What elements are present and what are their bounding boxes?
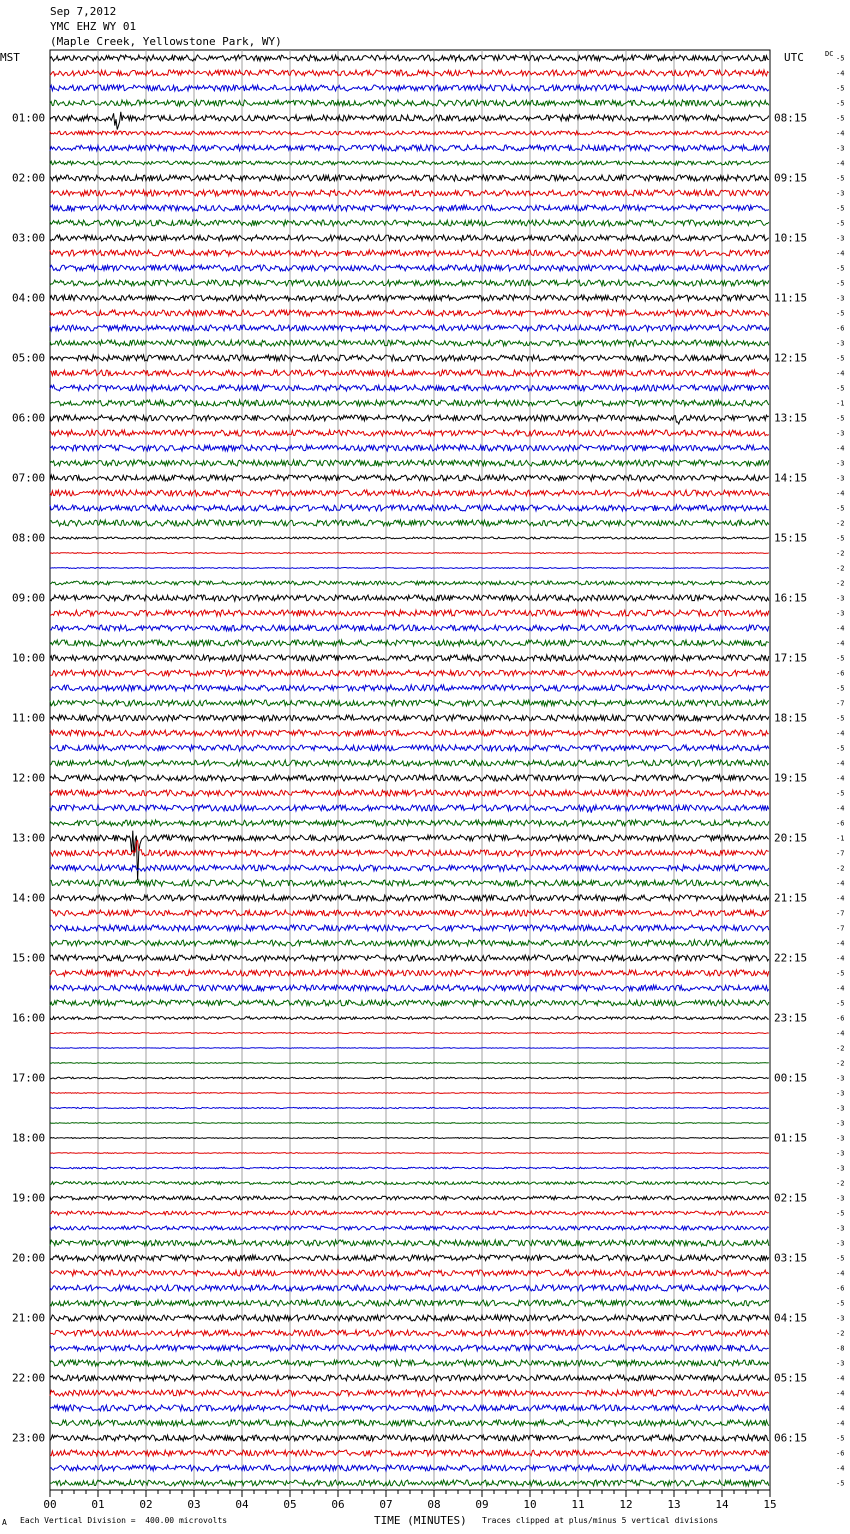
trace-row: [50, 700, 769, 706]
dc-offset-label: -7: [836, 849, 845, 858]
trace-row: [50, 400, 769, 406]
dc-offset-label: -6: [836, 669, 845, 678]
trace-row: [50, 685, 769, 691]
dc-offset-label: -4: [836, 984, 845, 993]
mst-hour-label: 07:00: [12, 471, 46, 485]
trace-row: [50, 475, 769, 481]
x-tick-label: 14: [715, 1498, 729, 1511]
trace-row: [50, 1435, 769, 1441]
trace-row: [50, 1360, 769, 1366]
dc-offset-label: -4: [836, 729, 845, 738]
utc-hour-label: 03:15: [774, 1251, 808, 1265]
x-tick-label: 13: [667, 1498, 681, 1511]
trace-row: [50, 970, 769, 976]
clip-note: Traces clipped at plus/minus 5 vertical divisions: [482, 1516, 719, 1525]
dc-offset-label: -6: [836, 1284, 845, 1293]
x-axis-title: TIME (MINUTES): [374, 1514, 467, 1527]
trace-row: [50, 895, 769, 901]
trace-row: [50, 553, 769, 554]
utc-hour-label: 23:15: [774, 1011, 808, 1025]
dc-offset-label: -5: [836, 684, 845, 693]
trace-row: [50, 205, 769, 211]
trace-row: [50, 1405, 769, 1411]
x-tick-label: 00: [43, 1498, 57, 1511]
scale-mark: A: [2, 1518, 7, 1527]
dc-offset-label: -5: [836, 414, 845, 423]
trace-row: [50, 805, 769, 813]
mst-hour-label: 18:00: [12, 1131, 46, 1145]
x-tick-label: 04: [235, 1498, 249, 1511]
trace-row: [50, 1255, 769, 1261]
dc-offset-label: -2: [836, 579, 845, 588]
dc-offset-label: -6: [836, 1014, 845, 1023]
dc-offset-label: -5: [836, 264, 845, 273]
dc-offset-label: -3: [836, 339, 845, 348]
trace-row: [50, 1211, 769, 1215]
utc-hour-label: 18:15: [774, 711, 808, 725]
utc-hour-label: 04:15: [774, 1311, 808, 1325]
mst-hour-label: 03:00: [12, 231, 46, 245]
mst-hour-label: 12:00: [12, 771, 46, 785]
trace-row: [50, 1285, 769, 1291]
dc-offset-label: -5: [836, 309, 845, 318]
dc-offset-label: -5: [836, 174, 845, 183]
dc-offset-label: -4: [836, 759, 845, 768]
utc-hour-label: 05:15: [774, 1371, 808, 1385]
trace-row: [50, 581, 769, 585]
x-tick-label: 10: [523, 1498, 537, 1511]
trace-row: [50, 430, 769, 436]
dc-offset-label: -5: [836, 354, 845, 363]
trace-row: [50, 1153, 769, 1154]
dc-offset-label: -7: [836, 909, 845, 918]
mst-hour-label: 23:00: [12, 1431, 46, 1445]
x-tick-label: 07: [379, 1498, 393, 1511]
dc-offset-label: -7: [836, 699, 845, 708]
trace-row: [50, 310, 769, 316]
trace-row: [50, 161, 769, 165]
dc-offset-label: -4: [836, 369, 845, 378]
utc-hour-label: 10:15: [774, 231, 808, 245]
dc-offset-label: -2: [836, 564, 845, 573]
dc-offset-label: -4: [836, 639, 845, 648]
trace-row: [50, 790, 769, 796]
utc-hour-label: 13:15: [774, 411, 808, 425]
mst-hour-label: 04:00: [12, 291, 46, 305]
dc-offset-label: -5: [836, 54, 845, 63]
mst-hour-label: 13:00: [12, 831, 46, 845]
header-location: (Maple Creek, Yellowstone Park, WY): [50, 35, 282, 48]
trace-row: [50, 655, 769, 661]
trace-row: [50, 355, 769, 361]
trace-row: [50, 1300, 769, 1306]
dc-offset-label: -4: [836, 954, 845, 963]
mst-hour-label: 20:00: [12, 1251, 46, 1265]
dc-offset-label: -5: [836, 1299, 845, 1308]
trace-row: [50, 295, 769, 301]
trace-row: [50, 670, 769, 676]
mst-hour-label: 06:00: [12, 411, 46, 425]
dc-offset-label: -5: [836, 654, 845, 663]
trace-row: [50, 445, 769, 451]
trace-row: [50, 1270, 769, 1276]
trace-row: [50, 715, 769, 721]
dc-offset-label: -5: [836, 744, 845, 753]
mst-hour-label: 16:00: [12, 1011, 46, 1025]
trace-row: [50, 1048, 769, 1049]
dc-offset-label: -3: [836, 609, 845, 618]
dc-offset-label: -3: [836, 594, 845, 603]
trace-row: [50, 145, 769, 151]
trace-row: [50, 745, 769, 751]
trace-row: [50, 1330, 769, 1336]
dc-offset-label: -3: [836, 1089, 845, 1098]
dc-offset-label: -4: [836, 1374, 845, 1383]
mst-hour-label: 17:00: [12, 1071, 46, 1085]
dc-offset-label: -3: [836, 1119, 845, 1128]
trace-row: [50, 1450, 769, 1456]
dc-offset-label: -5: [836, 1479, 845, 1488]
trace-row: [50, 250, 769, 256]
dc-offset-label: -4: [836, 1404, 845, 1413]
trace-row: [50, 1138, 769, 1139]
mst-hour-label: 19:00: [12, 1191, 46, 1205]
utc-hour-label: 11:15: [774, 291, 808, 305]
x-tick-label: 06: [331, 1498, 345, 1511]
dc-offset-label: -5: [836, 384, 845, 393]
dc-offset-label: -4: [836, 879, 845, 888]
utc-hour-label: 15:15: [774, 531, 808, 545]
trace-row: [50, 55, 769, 61]
dc-offset-label: -5: [836, 534, 845, 543]
x-tick-label: 01: [91, 1498, 105, 1511]
dc-label: DC: [825, 50, 834, 58]
mst-hour-label: 14:00: [12, 891, 46, 905]
trace-row: [50, 1226, 769, 1230]
trace-row: [50, 1315, 769, 1321]
dc-offset-label: -2: [836, 1179, 845, 1188]
utc-hour-label: 09:15: [774, 171, 808, 185]
dc-offset-label: -4: [836, 624, 845, 633]
dc-offset-label: -4: [836, 1029, 845, 1038]
trace-row: [50, 100, 769, 106]
utc-hour-label: 01:15: [774, 1131, 808, 1145]
trace-row: [50, 840, 769, 856]
utc-hour-label: 02:15: [774, 1191, 808, 1205]
dc-offset-label: -5: [836, 84, 845, 93]
header-station: YMC EHZ WY 01: [50, 20, 137, 33]
mst-hour-label: 01:00: [12, 111, 46, 125]
utc-hour-label: 14:15: [774, 471, 808, 485]
trace-row: [50, 280, 769, 286]
dc-offset-label: -6: [836, 819, 845, 828]
trace-row: [50, 265, 769, 271]
trace-row: [50, 775, 769, 781]
mst-hour-label: 09:00: [12, 591, 46, 605]
dc-offset-label: -4: [836, 1389, 845, 1398]
mst-hour-label: 21:00: [12, 1311, 46, 1325]
dc-offset-label: -4: [836, 939, 845, 948]
header-date: Sep 7,2012: [50, 5, 117, 18]
trace-row: [50, 460, 769, 466]
trace-row: [50, 190, 769, 196]
trace-row: [50, 490, 769, 496]
dc-offset-label: -5: [836, 1209, 845, 1218]
mst-hour-label: 02:00: [12, 171, 46, 185]
dc-offset-label: -4: [836, 1419, 845, 1428]
trace-row: [50, 1375, 769, 1381]
dc-offset-label: -7: [836, 924, 845, 933]
trace-row: [50, 1465, 769, 1471]
dc-offset-label: -5: [836, 204, 845, 213]
dc-offset-label: -3: [836, 294, 845, 303]
dc-offset-label: -5: [836, 969, 845, 978]
utc-hour-label: 06:15: [774, 1431, 808, 1445]
trace-row: [50, 595, 769, 601]
dc-offset-label: -5: [836, 279, 845, 288]
x-tick-label: 08: [427, 1498, 441, 1511]
trace-row: [50, 730, 769, 736]
dc-offset-label: -2: [836, 1059, 845, 1068]
dc-offset-label: -3: [836, 1194, 845, 1203]
utc-hour-label: 12:15: [774, 351, 808, 365]
trace-row: [50, 880, 769, 886]
dc-offset-label: -3: [836, 1164, 845, 1173]
utc-hour-label: 17:15: [774, 651, 808, 665]
dc-offset-label: -4: [836, 1464, 845, 1473]
dc-offset-label: -5: [836, 714, 845, 723]
trace-row: [50, 568, 769, 569]
mst-label: MST: [0, 51, 20, 64]
x-tick-label: 11: [571, 1498, 585, 1511]
mst-hour-label: 22:00: [12, 1371, 46, 1385]
x-tick-label: 09: [475, 1498, 489, 1511]
x-tick-label: 03: [187, 1498, 201, 1511]
trace-row: [50, 175, 769, 181]
dc-offset-label: -3: [836, 189, 845, 198]
utc-hour-label: 22:15: [774, 951, 808, 965]
trace-row: [50, 1420, 769, 1426]
dc-offset-label: -4: [836, 894, 845, 903]
dc-offset-label: -3: [836, 459, 845, 468]
trace-row: [50, 955, 769, 961]
trace-row: [50, 925, 769, 931]
dc-offset-label: -8: [836, 1344, 845, 1353]
dc-offset-label: -4: [836, 69, 845, 78]
dc-offset-label: -5: [836, 99, 845, 108]
dc-offset-label: -4: [836, 159, 845, 168]
mst-hour-label: 08:00: [12, 531, 46, 545]
trace-row: [50, 520, 769, 526]
dc-offset-label: -1: [836, 834, 845, 843]
dc-offset-label: -4: [836, 804, 845, 813]
dc-offset-label: -5: [836, 114, 845, 123]
dc-offset-label: -4: [836, 249, 845, 258]
dc-offset-label: -4: [836, 774, 845, 783]
trace-row: [50, 640, 769, 646]
utc-label: UTC: [784, 51, 804, 64]
scale-note: Each Vertical Division = 400.00 microvolts: [20, 1516, 228, 1525]
x-tick-label: 02: [139, 1498, 153, 1511]
dc-offset-label: -3: [836, 1104, 845, 1113]
dc-offset-label: -4: [836, 129, 845, 138]
dc-offset-label: -3: [836, 1074, 845, 1083]
trace-row: [50, 220, 769, 226]
utc-hour-label: 21:15: [774, 891, 808, 905]
trace-row: [50, 85, 769, 91]
utc-hour-label: 16:15: [774, 591, 808, 605]
trace-row: [50, 1093, 769, 1094]
dc-offset-label: -4: [836, 444, 845, 453]
x-tick-label: 05: [283, 1498, 297, 1511]
dc-offset-label: -5: [836, 504, 845, 513]
trace-row: [50, 340, 769, 346]
mst-hour-label: 05:00: [12, 351, 46, 365]
utc-hour-label: 08:15: [774, 111, 808, 125]
mst-hour-label: 15:00: [12, 951, 46, 965]
trace-row: [50, 1063, 769, 1064]
trace-row: [50, 537, 769, 539]
trace-row: [50, 1033, 769, 1034]
trace-row: [50, 1107, 769, 1108]
trace-row: [50, 820, 769, 826]
trace-row: [50, 1196, 769, 1200]
dc-offset-label: -2: [836, 1329, 845, 1338]
dc-offset-label: -2: [836, 549, 845, 558]
trace-row: [50, 985, 769, 991]
trace-row: [50, 610, 769, 616]
trace-row: [50, 1390, 769, 1396]
dc-offset-label: -5: [836, 999, 845, 1008]
dc-offset-label: -3: [836, 234, 845, 243]
trace-row: [50, 1182, 769, 1185]
mst-hour-label: 11:00: [12, 711, 46, 725]
x-tick-label: 12: [619, 1498, 633, 1511]
dc-offset-label: -6: [836, 324, 845, 333]
dc-offset-label: -3: [836, 474, 845, 483]
dc-offset-label: -3: [836, 1134, 845, 1143]
dc-offset-label: -4: [836, 1269, 845, 1278]
utc-hour-label: 00:15: [774, 1071, 808, 1085]
trace-row: [50, 235, 769, 241]
trace-row: [50, 385, 769, 391]
dc-offset-label: -3: [836, 1359, 845, 1368]
dc-offset-label: -6: [836, 1449, 845, 1458]
trace-row: [50, 940, 769, 946]
trace-row: [50, 1017, 769, 1020]
dc-offset-label: -3: [836, 1224, 845, 1233]
dc-offset-label: -2: [836, 864, 845, 873]
x-tick-label: 15: [763, 1498, 777, 1511]
trace-row: [50, 625, 769, 631]
dc-offset-label: -5: [836, 1254, 845, 1263]
dc-offset-label: -3: [836, 1239, 845, 1248]
trace-row: [50, 370, 769, 376]
dc-offset-label: -2: [836, 1044, 845, 1053]
trace-row: [50, 1345, 769, 1351]
dc-offset-label: -1: [836, 399, 845, 408]
dc-offset-label: -2: [836, 519, 845, 528]
trace-row: [50, 760, 769, 766]
dc-offset-label: -3: [836, 1314, 845, 1323]
mst-hour-label: 10:00: [12, 651, 46, 665]
trace-row: [50, 910, 769, 916]
trace-row: [50, 70, 769, 76]
dc-offset-label: -5: [836, 1434, 845, 1443]
trace-row: [50, 1480, 769, 1486]
dc-offset-label: -5: [836, 789, 845, 798]
dc-offset-label: -3: [836, 429, 845, 438]
utc-hour-label: 19:15: [774, 771, 808, 785]
trace-row: [50, 131, 769, 135]
dc-offset-label: -3: [836, 1149, 845, 1158]
trace-row: [50, 1123, 769, 1124]
dc-offset-label: -3: [836, 144, 845, 153]
trace-row: [50, 1167, 769, 1169]
trace-row: [50, 1240, 769, 1246]
trace-row: [50, 1000, 769, 1006]
dc-offset-label: -5: [836, 219, 845, 228]
trace-row: [50, 112, 769, 130]
dc-offset-label: -4: [836, 489, 845, 498]
utc-hour-label: 20:15: [774, 831, 808, 845]
trace-row: [50, 505, 769, 511]
trace-row: [50, 865, 769, 871]
trace-row: [50, 415, 769, 424]
trace-row: [50, 1077, 769, 1079]
trace-row: [50, 325, 769, 331]
